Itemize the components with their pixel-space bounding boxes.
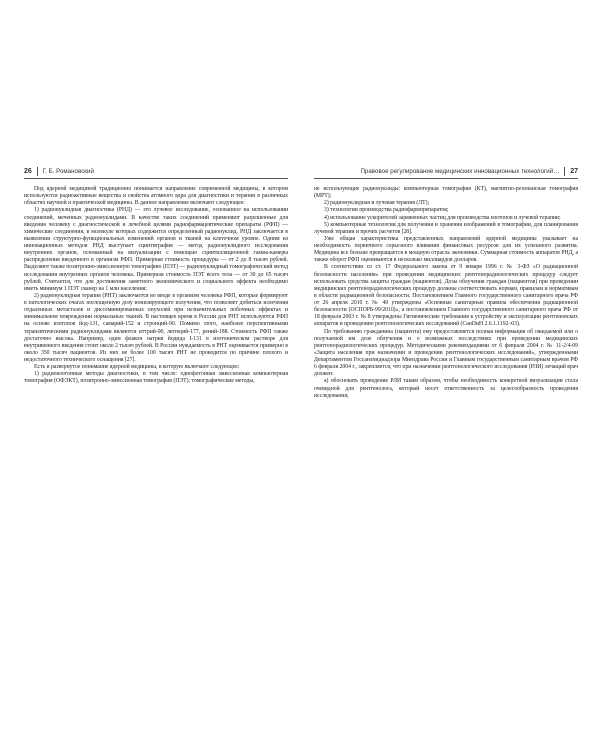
left-page bbox=[24, 164, 288, 724]
paragraph: По требованию гражданина (пациента) ему предоставляется полная информация об ожидаемой или о получаемой им дозе облучения и о возможных последствиях при проведении медицинских рентгенорадиологических процедур. Методическими рекомендациями от 6 февраля 2004 г. № 11-2/4-09 «Защита населения при назначении и проведении рентгенологических исследований», утвержденными Департаментом Госсанэпиднадзора Минздрава России и Главным государственным санитарным врачом РФ 6 февраля 2004 г., закрепляется, что при назначении рентгенологического исследования (РЛИ) лечащий врач должен: bbox=[314, 328, 578, 378]
header-divider bbox=[564, 167, 565, 176]
left-running-title: Г. Б. Романовский bbox=[42, 167, 94, 175]
paragraph: 5) компьютерные технологии для получения и хранения изображений в томографии, для планирования лучевой терапии и прочих расчетов [28]. bbox=[314, 221, 578, 235]
left-page-header bbox=[24, 164, 288, 179]
paragraph: 2) радионуклидная терапия (РНТ) заключается во вводе в организм человека РФП, которые формируют в патологических очагах поглощенную дозу ионизирующего излучения, что позволяет добиться излечения отдаленных метастазов и диссеминированных опухолей при незначительных побочных эффектах и минимальном повреждении нормальных тканей. В настоящее время в России для РНТ используются РФП на основе изотопов йод-131, самарий-152 и стронций-90. Помимо этого, наиболее перспективными терапевтическими радионуклидами являются иттрий-90, лютеций-177, рений-188. Стоимость РФП также достаточно высока. Например, один флакон натрия йодида I-131 в изотоническом растворе для внутривенного введения стоит около 2 тысяч рублей. В России нуждаемость в РНТ оценивается примерно в около 350 тысяч пациентов. Из них не более 100 тысяч РНТ не проводится по причине плохого и недостаточного технического оснащения [27]. bbox=[24, 292, 288, 363]
right-page-body bbox=[314, 186, 578, 400]
right-page bbox=[314, 164, 578, 724]
left-page-number: 26 bbox=[24, 167, 32, 175]
paragraph: Под ядерной медициной традиционно понимается направление современной медицины, в котором используются радиоактивные вещества и свойства атомного ядра для диагностики и терапии в различных областях научной и практической медицины. В данное направление включают следующее: bbox=[24, 186, 288, 207]
right-page-header bbox=[314, 164, 578, 179]
paragraph: 2) радионуклидная и лучевая терапия (ЛТ); bbox=[324, 200, 430, 207]
paragraph: не использующие радионуклиды: компьютерная томография (КТ), магнитно-резонансная томография (МРТ); bbox=[314, 186, 578, 200]
left-page-body bbox=[24, 186, 288, 386]
paragraph: а) обосновать проведение РЛИ таким образом, чтобы необходимость конкретной визуализации стала очевидной для рентгенолога, который несет ответственность за целесообразность проведения исследования; bbox=[314, 378, 578, 399]
paragraph: Есть и развернутое понимание ядерной медицины, в которую включают следующее: bbox=[34, 364, 240, 371]
paragraph: В соответствии со ст. 17 Федерального закона от 9 января 1996 г. № 3-ФЗ «О радиационной безопасности населения» при проведении медицинских рентгенорадиологических процедур следует использовать средства защиты граждан (пациентов). Дозы облучения граждан (пациентов) при проведении медицинских рентгенорадиологических процедур должны соответствовать нормам, правилам и нормативам в области радиационной безопасности. Постановлением Главного государственного санитарного врача РФ от 26 апреля 2010 г. № 40 утверждены «Основные санитарные правила обеспечения радиационной безопасности (ОСПОРБ-99/2010)», а постановлением Главного государственного санитарного врача РФ от 18 февраля 2003 г. № 8 утверждены Гигиенические требования к устройству и эксплуатации рентгеновских аппаратов и проведению рентгенологических исследований (СанПиН 2.6.1.1192–03). bbox=[314, 264, 578, 328]
right-running-title: Правовое регулирование медицинских инновационных технологий… bbox=[360, 167, 560, 175]
right-page-number: 27 bbox=[570, 167, 578, 175]
paragraph: 3) технологии производства радиофармпрепаратов; bbox=[324, 207, 449, 214]
paragraph: 1) радионуклидная диагностика (РНД) — это лучевое исследование, основанное на использовании соединений, меченных радионуклидами. В качестве таких соединений применяют разрешенные для введения человеку с диагностической и лечебной целями радиофармацевтические препараты (РФП) — химические соединения, в молекуле которых содержится определенный радионуклид. РНД заключается в выявлении структурно-функциональных изменений органов и тканей на клеточном уровне. Одним из инновационных методов РНД выступает сцинтиграфия — метод радионуклидного исследования внутренних органов, основанный на визуализации с помощью сцинтилляционной гамма-камеры распределения введенного в организм РФП. Примерная стоимость процедуры — от 2 до 8 тысяч рублей. Выделяют также позитронно-эмиссионную томографию (ПЭТ) — радионуклидный томографический метод исследования внутренних органов человека. Примерная стоимость ПЭТ всего тела — от 30 до 65 тысяч рублей. Считается, что для достижения заметного экономического и социального эффекта необходимо иметь минимум 1 ПЭТ сканер на 1 млн населения; bbox=[24, 207, 288, 292]
paragraph: 4) использование ускорителей заряженных частиц для производства изотопов и лучевой терапии; bbox=[324, 214, 561, 221]
paragraph: Уже общая характеристика представленных направлений ядерной медицины указывает на необходимость первичного серьезного вливания финансовых ресурсов для их успешного развития. Медицина все больше превращается в мощную отрасль экономики. Суммарная стоимость аппаратов РНД, а также оборот РФП оцениваются в несколько миллиардов долларов. bbox=[314, 235, 578, 264]
header-divider bbox=[37, 167, 38, 176]
paragraph: 1) радиоизотопные методы диагностики, в том числе: однофотонная эмиссионная компьютерная томография (ОФЭКТ), позитронно-эмиссионная томография (ПЭТ); томографические методы, bbox=[24, 371, 288, 385]
